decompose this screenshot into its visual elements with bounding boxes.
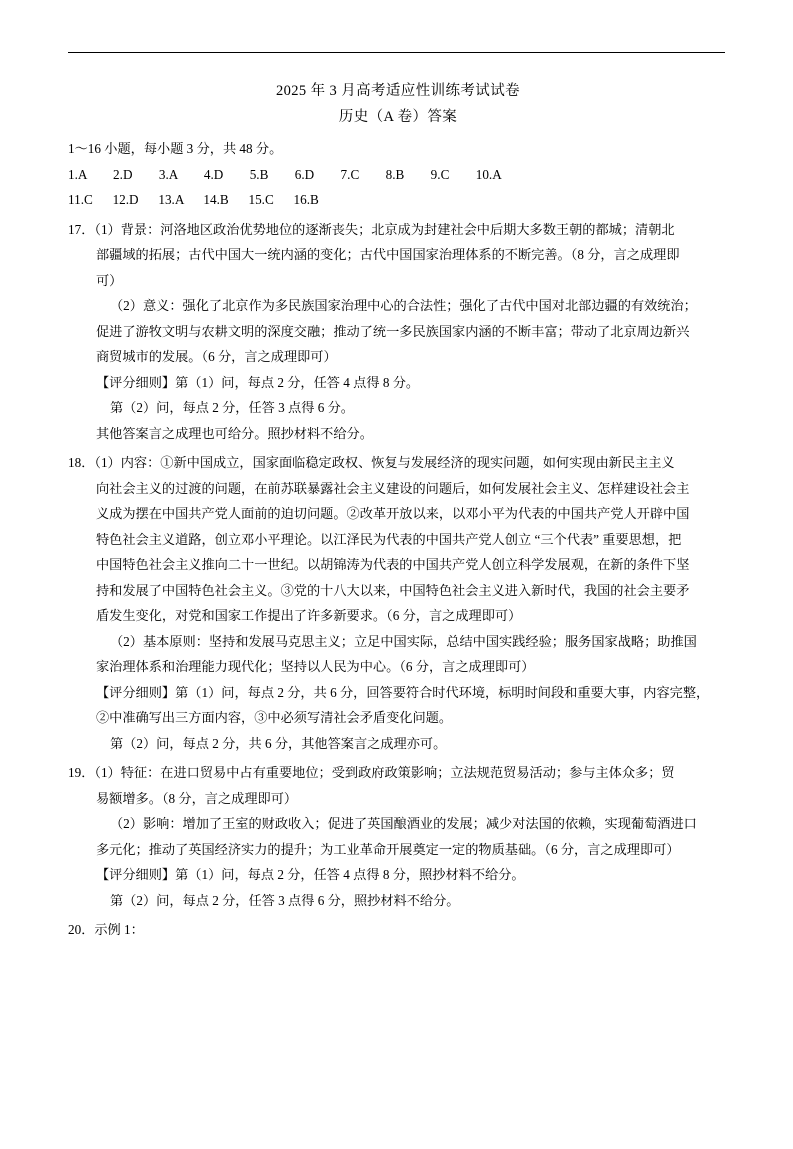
q18-part2-line2: 家治理体系和治理能力现代化；坚持以人民为中心。（6 分，言之成理即可） (96, 659, 535, 674)
q17-scoring-rule-3: 其他答案言之成理也可给分。照抄材料不给分。 (96, 425, 373, 441)
question-18-block (68, 450, 728, 756)
page-title: 2025 年 3 月高考适应性训练考试试卷 (275, 83, 521, 99)
q17-scoring-rule-1: 【评分细则】第（1）问，每点 2 分，任答 4 点得 8 分。 (96, 374, 420, 390)
q18-part1-line1: 18．（1）内容：①新中国成立，国家面临稳定政权、恢复与发展经济的现实问题，如何实现由新民主主义 (68, 455, 675, 470)
mcq-answers-row-2: 11.C 12.D 13.A 14.B 15.C 16.B (68, 192, 319, 207)
document-content (68, 78, 728, 943)
header-divider (68, 52, 725, 53)
q18-part2-line1: （2）基本原则：坚持和发展马克思主义；立足中国实际，总结中国实践经验；服务国家战略；助推国 (110, 633, 697, 649)
page-subtitle: 历史（A 卷）答案 (338, 109, 458, 125)
q19-part2-line1: （2）影响：增加了王室的财政收入；促进了英国酿酒业的发展；减少对法国的依赖，实现葡萄酒进口 (110, 816, 697, 831)
q17-part1-line1: 17．（1）背景：河洛地区政治优势地位的逐渐丧失；北京成为封建社会中后期大多数王朝的都城；清朝北 (68, 221, 675, 237)
q18-scoring-rule-2: ②中准确写出三方面内容，③中必须写清社会矛盾变化问题。 (96, 710, 453, 725)
q17-part2-line2: 促进了游牧文明与农耕文明的深度交融；推动了统一多民族国家内涵的不断丰富；带动了北京周边新兴 (96, 323, 690, 339)
q19-scoring-rule-2: 第（2）问，每点 2 分，任答 3 点得 6 分，照抄材料不给分。 (110, 892, 460, 908)
mcq-answers-row-1: 1.A 2.D 3.A 4.D 5.B 6.D 7.C 8.B 9.C 10.A (68, 166, 502, 182)
q18-part1-line5: 中国特色社会主义推向二十一世纪。以胡锦涛为代表的中国共产党人创立科学发展观，在新的条件下坚 (96, 557, 690, 572)
q18-part1-line3: 义成为摆在中国共产党人面前的迫切问题。②改革开放以来，以邓小平为代表的中国共产党人开辟中国 (96, 506, 690, 521)
q19-part1-line1: 19．（1）特征：在进口贸易中占有重要地位；受到政府政策影响；立法规范贸易活动；参与主体众多；贸 (68, 765, 675, 780)
q18-scoring-rule-1: 【评分细则】第（1）问，每点 2 分，共 6 分，回答要符合时代环境，标明时间段和重要大事，内容完整， (96, 684, 710, 700)
mcq-section-header: 1～16 小题，每小题 3 分，共 48 分。 (68, 141, 283, 156)
q17-part2-line3: 商贸城市的发展。（6 分，言之成理即可） (96, 349, 337, 364)
q19-part2-line2: 多元化；推动了英国经济实力的提升；为工业革命开展奠定一定的物质基础。（6 分，言之成理即可） (96, 841, 680, 857)
q17-part1-line3: 可） (96, 272, 123, 288)
q18-scoring-rule-3: 第（2）问，每点 2 分，共 6 分，其他答案言之成理亦可。 (110, 735, 447, 751)
q18-part1-line7: 盾发生变化，对党和国家工作提出了许多新要求。（6 分，言之成理即可） (96, 608, 522, 623)
question-17-block (68, 217, 728, 447)
q18-part1-line6: 持和发展了中国特色社会主义。③党的十八大以来，中国特色社会主义进入新时代，我国的社会主要矛 (96, 582, 690, 598)
q17-part2-line1: （2）意义：强化了北京作为多民族国家治理中心的合法性；强化了古代中国对北部边疆的有效统治； (110, 298, 697, 313)
q20-example-label: 20．示例 1： (68, 922, 144, 937)
q19-part1-line2: 易额增多。（8 分，言之成理即可） (96, 790, 298, 806)
question-19-block (68, 760, 728, 913)
q19-scoring-rule-1: 【评分细则】第（1）问，每点 2 分，任答 4 点得 8 分，照抄材料不给分。 (96, 867, 525, 882)
q17-part1-line2: 部疆域的拓展；古代中国大一统内涵的变化；古代中国国家治理体系的不断完善。（8 分，言之成理即 (96, 247, 680, 262)
q18-part1-line2: 向社会主义的过渡的问题，在前苏联暴露社会主义建设的问题后，如何发展社会主义、怎样建设社会主 (96, 480, 690, 496)
question-20-block (68, 917, 728, 943)
q18-part1-line4: 特色社会主义道路，创立邓小平理论。以江泽民为代表的中国共产党人创立 “三个代表” 重要思想，把 (96, 531, 682, 547)
q17-scoring-rule-2: 第（2）问，每点 2 分，任答 3 点得 6 分。 (110, 400, 354, 415)
